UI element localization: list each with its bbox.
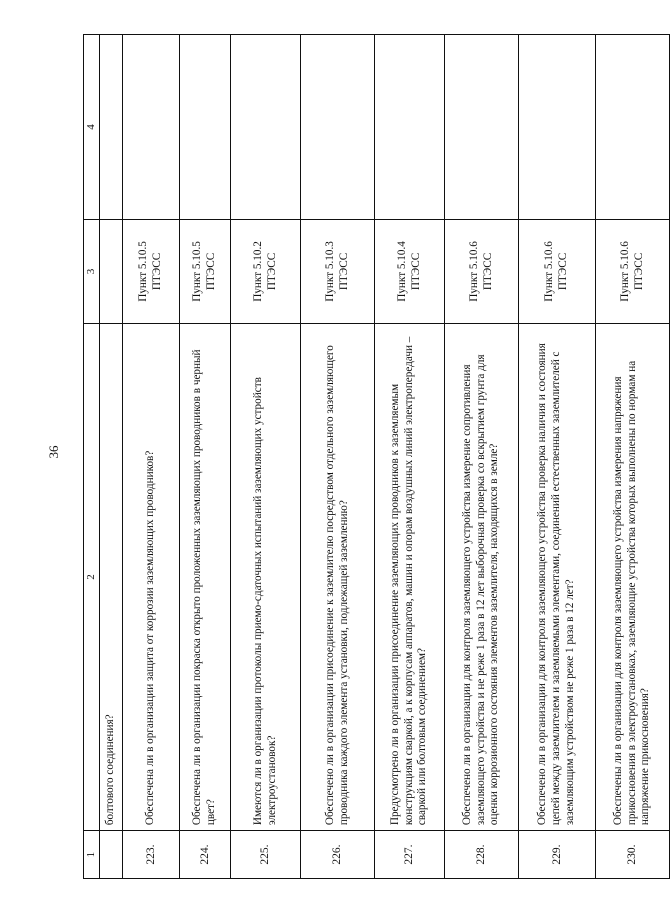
row-note — [180, 35, 231, 220]
column-header: 4 — [84, 35, 100, 220]
row-number: 224. — [180, 831, 231, 879]
row-reference: Пункт 5.10.6 ПТЭСС — [445, 220, 519, 324]
row-reference: Пункт 5.10.3 ПТЭСС — [301, 220, 375, 324]
row-note — [519, 35, 596, 220]
table-row — [375, 35, 445, 879]
row-question: Обеспечено ли в организации для контроля заземляющего устройства проверка наличия и состояния цепей между заземлителем и заземляемыми элементами, соединений естественных заземлителей с заземляющим устройством не реже 1 раза в 12 лет? — [519, 323, 596, 830]
row-reference: Пункт 5.10.6 ПТЭСС — [596, 220, 670, 324]
row-reference: Пункт 5.10.4 ПТЭСС — [375, 220, 445, 324]
table-row — [180, 35, 231, 879]
table-row — [231, 35, 301, 879]
row-note — [596, 35, 670, 220]
table-row — [445, 35, 519, 879]
row-note — [100, 35, 123, 220]
table-row — [596, 35, 670, 879]
row-number: 227. — [375, 831, 445, 879]
table-row — [301, 35, 375, 879]
row-question: Обеспечена ли в организации защита от коррозии заземляющих проводников? — [123, 323, 180, 830]
row-note — [375, 35, 445, 220]
row-number: 225. — [231, 831, 301, 879]
row-reference: Пункт 5.10.2 ПТЭСС — [231, 220, 301, 324]
row-question: Имеются ли в организации протоколы приемо-сдаточных испытаний заземляющих устройств электроустановок? — [231, 323, 301, 830]
row-question: Предусмотрено ли в организации присоединение заземляющих проводников к заземляемым конструкциям сваркой, а к корпусам аппаратов, машин и опорам воздушных линий электропередачи – сваркой или болтовым соединением? — [375, 323, 445, 830]
column-header: 1 — [84, 831, 100, 879]
row-number: 223. — [123, 831, 180, 879]
row-question: Обеспечена ли в организации покраска открыто проложенных заземляющих проводников в черный цвет? — [180, 323, 231, 830]
row-question: болтового соединения? — [100, 323, 123, 830]
checklist-table-wrapper — [83, 34, 652, 879]
row-number: 230. — [596, 831, 670, 879]
row-note — [445, 35, 519, 220]
row-reference: Пункт 5.10.5 ПТЭСС — [123, 220, 180, 324]
row-question: Обеспечено ли в организации присоединение к заземлителю посредством отдельного заземляющего проводника каждого элемента установки, подлежащей заземлению? — [301, 323, 375, 830]
row-reference — [100, 220, 123, 324]
row-note — [123, 35, 180, 220]
page-number: 36 — [46, 445, 61, 459]
row-number: 229. — [519, 831, 596, 879]
row-number: 228. — [445, 831, 519, 879]
row-question: Обеспечены ли в организации для контроля заземляющего устройства измерения напряжения прикосновения в электроустановках, заземляющие устройства которых выполнены по нормам на напряжение прикосновения? — [596, 323, 670, 830]
column-header: 2 — [84, 323, 100, 830]
row-note — [231, 35, 301, 220]
table-row — [100, 35, 123, 879]
row-number: 226. — [301, 831, 375, 879]
row-note — [301, 35, 375, 220]
header-row — [84, 35, 100, 879]
column-header: 3 — [84, 220, 100, 324]
row-question: Обеспечено ли в организации для контроля заземляющего устройства измерение сопротивления заземляющего устройства и не реже 1 раза в 12 лет выборочная проверка со вскрытием грунта для оценки коррозионного состояния элементов заземлителя, находящихся в земле? — [445, 323, 519, 830]
table-row — [519, 35, 596, 879]
table-row — [123, 35, 180, 879]
row-number — [100, 831, 123, 879]
row-reference: Пункт 5.10.5 ПТЭСС — [180, 220, 231, 324]
checklist-table — [83, 34, 670, 879]
row-reference: Пункт 5.10.6 ПТЭСС — [519, 220, 596, 324]
